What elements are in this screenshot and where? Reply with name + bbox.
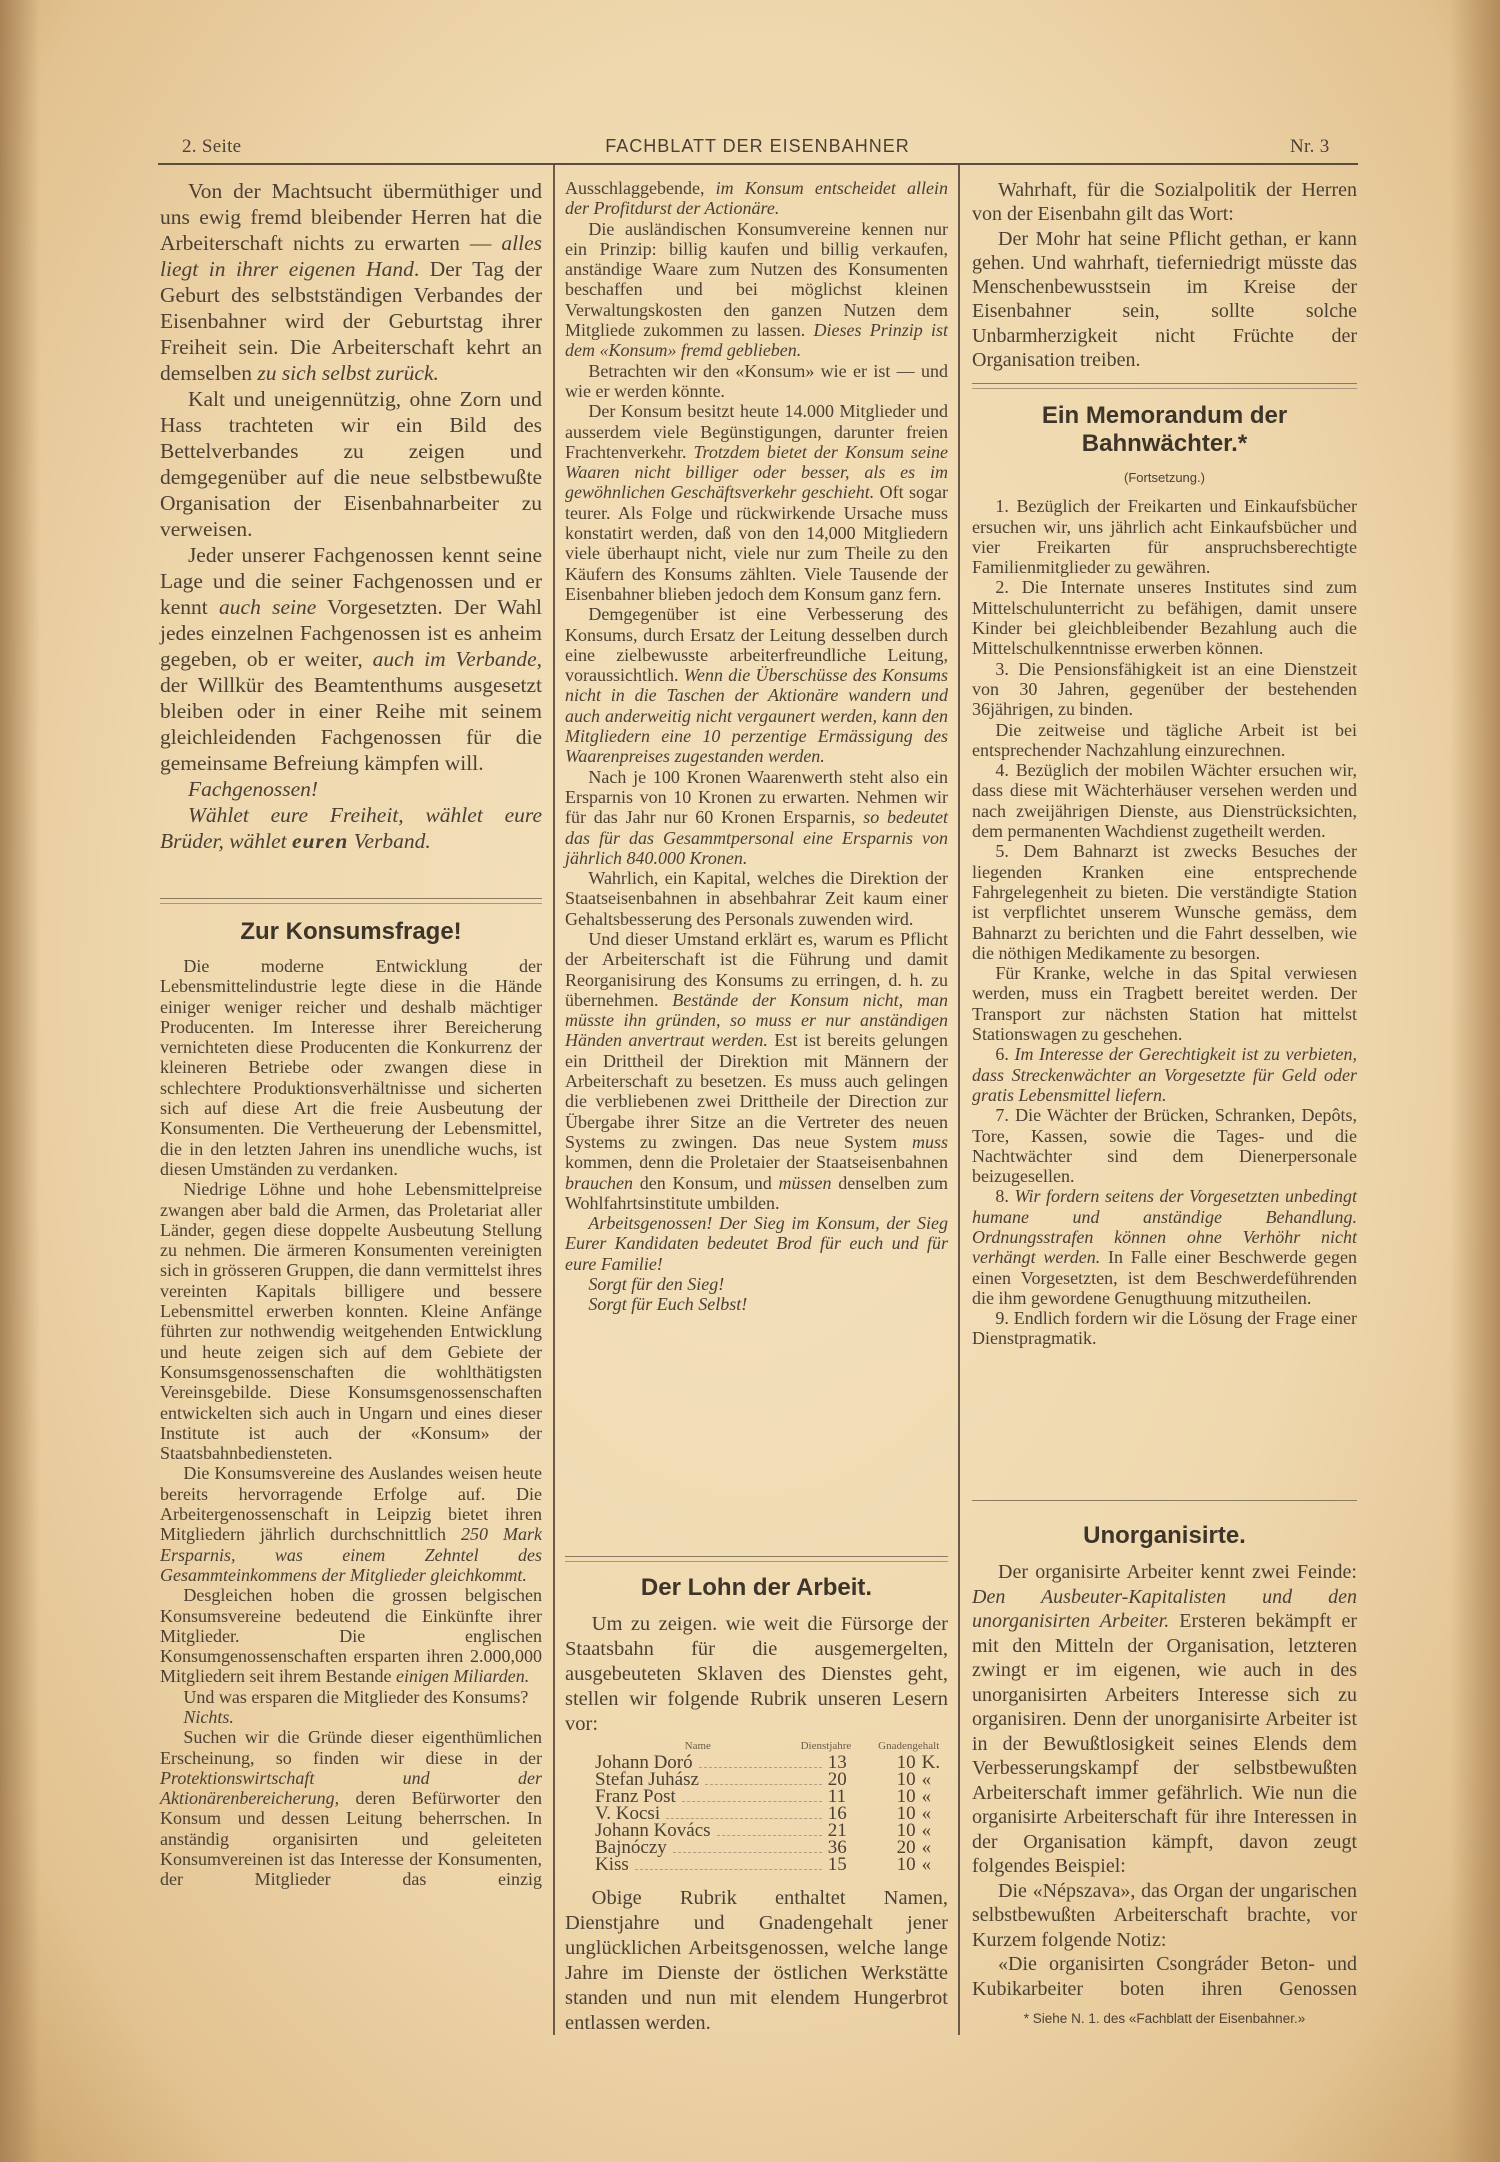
text-run: 5. Dem Bahnarzt ist zwecks Besuches der liegenden Kranken eine entsprechende Fahrgelegenheit zu bieten. Die verständigte Station ist verpflichtet unserem Wunsche gemäss, dem Bahnarzt zu berichten und die Fahrt desselben, wie die nöthigen Medikamente zu besorgen. [972,841,1357,963]
table-row [595,1837,948,1858]
text-run: den Konsum, und [632,1172,779,1193]
article-konsumsfrage [160,918,542,1890]
column-rule [958,165,960,2035]
text-run: Und was ersparen die Mitglieder des Konsums? [183,1686,529,1707]
paragraph [160,1585,542,1686]
emphasis-text: Dieses Prinzip ist dem «Konsum» fremd geblieben. [565,320,948,361]
emphasis-text: 250 Mark Ersparnis, was einem Zehntel des Gesammteinkommens der Mitglieder gleichkommt. [160,1524,542,1585]
footnote: * Siehe N. 1. des «Fachblatt der Eisenbahner.» [1023,2011,1306,2026]
paragraph [565,868,948,929]
column-header: Dienstjahre [800,1740,852,1752]
article-unorganisirte [972,1522,1357,2032]
text-run: 7. Die Wächter der Brücken, Schranken, Depôts, Tore, Kassen, sowie die Tages- und die Nachtwächter sind dem Dienerpersonale beizugesellen. [972,1105,1357,1187]
text-run: Jeder unserer Fachgenossen kennt seine Lage und die seiner Fachgenossen und er kennt [160,543,542,619]
service-years: 20 [827,1769,847,1790]
dotted-leader [666,1818,822,1819]
text-run: Die Konsumsvereine des Auslandes weisen heute bereits hervorragende Erfolge auf. Die Arbeitergenossenschaft in Leipzig bietet ihren Mitgliedern jährlich durchschnittlich [160,1463,542,1545]
paragraph [972,1879,1357,1953]
section-divider [565,1556,948,1562]
text-run: 2. Die Internate unseres Institutes sind zum Mittelschulunterricht zu befähigen, damit unsere Kinder bei gleichbleibender Bezahlung auch die Mittelschulkenntnisse erwerben können. [972,577,1357,659]
text-run: In Falle einer Beschwerde gegen einen Vorgesetzten, ist dem Beschwerdeführenden die ihm gewordene Genugthuung mitzutheilen. [972,1247,1357,1308]
emphasis-text: auch seine [219,595,317,619]
emphasis-text: Sorgt für den Sieg! [588,1274,725,1295]
service-years: 36 [827,1837,847,1858]
paragraph [565,1213,948,1274]
paragraph [160,542,542,776]
paragraph [160,1687,542,1707]
pension-amount: 10 [896,1820,916,1841]
service-years: 16 [827,1803,847,1824]
emphasis-text: Im Interesse der Gerechtigkeit ist zu verbieten, dass Streckenwächter an Vorgesetzte für Geld oder gratis Lebensmittel liefern. [972,1044,1357,1105]
text-run: Von der Machtsucht übermüthiger und uns ewig fremd bleibender Herren hat die Arbeiterschaft nichts zu erwarten — [160,179,542,255]
text-run: Oft sogar teurer. Als Folge und rückwirkende Ursache muss konstatirt werden, daß von den 14,000 Mitgliedern viele überhaupt nicht, viele nur zum Theile zu den Käufern des Konsums zählten. Viele Tausende der Eisenbahner blieben jedoch dem Konsum ganz fern. [565,482,949,604]
paragraph [565,767,948,868]
paragraph [160,1707,542,1727]
paragraph [565,1274,948,1294]
currency-unit: K. [921,1752,941,1773]
emphasis-text: muss [911,1131,948,1152]
paper-edge-left [0,0,40,2162]
paragraph [565,219,948,361]
emphasis-text: auch im Verbande, [372,647,542,671]
text-run: Wahrhaft, für die Sozialpolitik der Herren von der Eisenbahn gilt das Wort: [972,179,1357,226]
emphasis-text: einigen Miliarden. [395,1666,530,1687]
text-run: 6. [995,1044,1015,1065]
worker-name: Kiss [595,1854,629,1875]
dotted-leader [699,1767,822,1768]
text-run: Die «Népszava», das Organ der ungarischen selbstbewußten Arbeiterschaft brachte, vor Kurzem folgende Notiz: [972,1879,1357,1951]
section-divider [160,898,542,904]
paragraph [972,577,1357,658]
currency-unit: « [921,1803,932,1824]
currency-unit: « [921,1820,932,1841]
paragraph [160,178,542,386]
emphasis-text: Arbeitsgenossen! Der Sieg im Konsum, der Sieg Eurer Kandidaten bedeutet Brod für euch und für eure Familie! [565,1213,948,1274]
pension-amount: 10 [896,1803,916,1824]
worker-name: Stefan Juhász [595,1769,699,1790]
column-rule [553,165,555,2035]
dotted-leader [682,1801,822,1802]
emphasis-text: Wir fordern seitens der Vorgesetzten unbedingt humane und anständige Behandlung. Ordnungsstrafen können ohne Verhöhr nicht verhängt werden. [972,1186,1357,1268]
text-run: Und dieser Umstand erklärt es, warum es Pflicht der Arbeiterschaft ist die Führung und damit Reorganisirung des Konsums zu erringen, d. h. zu übernehmen. [565,928,948,1010]
text-run: Für Kranke, welche in das Spital verwiesen werden, muss ein Tragbett bereitet werden. Der Transport zur nächsten Station hat mittelst Stationswagen zu geschehen. [972,963,1357,1045]
currency-unit: « [921,1786,932,1807]
text-run: Die moderne Entwicklung der Lebensmittelindustrie legte diese in die Hände einiger weniger reicher und deshalb mächtiger Producenten. Im Interesse ihrer Bereicherung vernichteten diese Producenten die Konkurrenz der kleineren Betriebe oder zwangen diese in schlechtere Produktionsverhältnisse und sicherten sich auf diese Art die freie Ausbeutung der Konsumenten. Die Vertheuerung der Lebensmittel, die in den letzten Jahren ins unendliche wuchs, ist diesen Umständen zu verdanken. [160,956,542,1179]
header-rule [158,163,1358,165]
text-run: Um zu zeigen. wie weit die Fürsorge der Staatsbahn für die ausgemergelten, ausgebeuteten Sklaven des Dienstes geht, stellen wir folgende Rubrik unseren Lesern vor: [565,1613,948,1735]
text-run: . Der Tag der Geburt des selbstständigen Verbandes der Eisenbahner wird der Geburtstag ihrer Freiheit sein. Die Arbeiterschaft kehrt an demselben [160,257,542,385]
text-run: Ersteren bekämpft er mit den Mitteln der Organisation, letzteren zwingt er im eigenen, wie auch in des unorganisirten Arbeiters Interesse sich zu organisiren. Denn der unorganisirte Arbeiter ist in der Bewußtlosigkeit seines Elends dem Verbesserungskampf der selbstbewußten Arbeiterschaft immer gefährlich. Wie nun die organisirte Arbeiterschaft für ihre Interessen in der Organisation kämpft, davon zeugt folgendes Beispiel: [972,1610,1357,1877]
paragraph [972,963,1357,1044]
service-years: 11 [827,1786,847,1807]
emphasis-text: im Konsum entscheidet allein der Profitdurst der Actionäre. [565,178,948,219]
paragraph [160,776,542,802]
section-divider [972,383,1357,389]
text-run: Nach je 100 Kronen Waarenwerth steht also ein Ersparnis von 10 Kronen zu erwarten. Nehmen wir für das Jahr nur 60 Kronen Ersparnis, [565,766,948,828]
text-run: Die zeitweise und tägliche Arbeit ist bei entsprechender Nachzahlung einzurechnen. [972,719,1357,760]
worker-name: Franz Post [595,1786,676,1807]
paragraph [972,659,1357,720]
paragraph [972,496,1357,577]
column-header: Name [684,1740,711,1752]
text-run: 1. Bezüglich der Freikarten und Einkaufsbücher ersuchen wir, uns jährlich acht Einkaufsbücher und vier Freikarten für anspruchsberechtigte Familienmitglieder zu gewähren. [972,496,1357,578]
emphasis-text: Den Ausbeuter-Kapitalisten und den unorganisirten Arbeiter. [972,1585,1357,1632]
worker-name: Johann Kovács [595,1820,711,1841]
text-run: Kalt und uneigennützig, ohne Zorn und Hass trachteten wir ein Bild des Bettelverbandes zu zeigen und demgegenüber auf die neue selbstbewußte Organisation der Eisenbahnarbeiter zu verweisen. [160,387,542,541]
dotted-leader [635,1869,822,1870]
article-lohn-der-arbeit [565,1574,948,2036]
text-run: 4. Bezüglich der mobilen Wächter ersuchen wir, dass diese mit Wächterhäuser versehen werden und nach zweijährigen Dienste, aus Dienstrücksichten, dem permanenten Wachdienst zugetheilt werden. [972,760,1357,842]
column-header: Gnadengehalt [878,1740,940,1752]
emphasis-text: so bedeutet das für das Gesammtpersonal eine Ersparnis von jährlich 840.000 Kronen. [565,807,948,868]
text-run: 8. [995,1186,1015,1207]
paragraph [972,1105,1357,1186]
dotted-leader [673,1852,822,1853]
paragraph [565,361,948,402]
currency-unit: « [921,1854,932,1875]
paragraph [972,841,1357,963]
paragraph [565,401,948,604]
emphasis-text: euren [291,829,349,853]
paragraph [160,956,542,1179]
text-run: Der Konsum besitzt heute 14.000 Mitglieder und ausserdem viele Begünstigungen, darunter freien Frachtenverkehr. [565,401,948,462]
text-run: Suchen wir die Gründe dieser eigenthümlichen Erscheinung, so finden wir diese in der [160,1727,542,1768]
emphasis-text: zu sich selbst zurück. [257,361,439,385]
emphasis-text: alles liegt in ihrer eigenen Hand [160,231,542,281]
currency-unit: « [921,1837,932,1858]
emphasis-text: brauchen [565,1172,633,1193]
text-run: Betrachten wir den «Konsum» wie er ist — und wie er werden könnte. [565,360,948,401]
section-subtitle: (Fortsetzung.) [1124,470,1205,485]
text-run: Niedrige Löhne und hohe Lebensmittelpreise zwangen aber bald die Armen, das Proletariat aller Länder, gegen diese doppelte Ausbeutung Stellung zu nehmen. Die ärmeren Konsumenten vereinigten sich in grösseren Gruppen, die dann vermittelst ihres vereinten Kapitals billigere und bessere Lebensmittel erwerben konnten. Kleine Anfänge führten zur nothwendig weitgehenden Entwicklung und heute zeigen sich auf dem Gebiete der Konsumsgenossenschaften die wohlthätigsten Vereinsgebilde. Diese Konsumsgenossenschaften entwickelten sich auch in Ungarn und eines dieser Institute ist auch der «Konsum» der Staatsbahnbediensteten. [160,1179,542,1464]
issue-number: Nr. 3 [1290,136,1330,157]
dotted-leader [717,1835,822,1836]
emphasis-text: Fachgenossen! [187,777,319,801]
name-cell [595,1837,828,1858]
name-cell [595,1854,828,1875]
pension-amount: 10 [896,1854,916,1875]
text-run: Ausschlaggebende, [565,178,716,198]
paragraph [972,760,1357,841]
text-run: Die ausländischen Konsumvereine kennen nur ein Prinzip: billig kaufen und billig verkaufen, anständige Waare zum Nutzen des Konsumenten beschaffen und bei möglichst kleinen Verwaltungskosten den ganzen Nutzen dem Mitgliede zukommen zu lassen. [565,218,948,341]
service-years: 15 [827,1854,847,1875]
paragraph [565,1294,948,1314]
paragraph [972,1952,1357,2001]
text-run: 9. Endlich fordern wir die Lösung der Frage einer Dienstpragmatik. [972,1308,1357,1349]
pension-amount: 10 [896,1752,916,1773]
paragraph [160,1179,542,1463]
paragraph [972,1560,1357,1879]
table-header [595,1739,948,1753]
article-intro [160,178,542,854]
text-run: denselben zum Wohlfahrtsinstitute umbilden. [565,1172,948,1213]
text-run: Demgegenüber ist eine Verbesserung des Konsums, durch Ersatz der Leitung desselben durch eine zielbewusste arbeiterfreundliche Leitung, voraussichtlich. [565,604,948,686]
worker-name: Bajnóczy [595,1837,667,1858]
section-heading: Ein Memorandum der Bahnwächter.* [1041,402,1288,457]
article-konsumsfrage-continued [565,178,948,1315]
paragraph [565,1612,948,1737]
text-run: Obige Rubrik enthaltet Namen, Dienstjahre und Gnadengehalt jener unglücklichen Arbeitsgenossen, welche lange Jahre im Dienste der östlichen Werkstätte standen und nun mit elendem Hungerbrot entlassen werden. [565,1887,948,2034]
section-divider [972,1500,1357,1505]
paragraph [972,1308,1357,1349]
text-run: Est ist bereits gelungen ein Drittheil der Direktion mit Männern der Arbeiterschaft zu besetzen. Es muss auch gelingen die verbliebenen zwei Drittheile der Direction zur Übergabe ihrer Sitze an die Vertreter des neuen Systems zu zwingen. Das neue System [565,1030,948,1152]
newspaper-title: FACHBLATT DER EISENBAHNER [605,136,910,156]
text-run: 3. Die Pensionsfähigkeit ist an eine Dienstzeit von 30 Jahren, gegenüber der bestehenden 36jährigen, zu binden. [972,658,1357,720]
paragraph [160,1463,542,1585]
paragraph [972,720,1357,761]
text-run: Der Mohr hat seine Pflicht gethan, er kann gehen. Und wahrhaft, tieferniedrigt müsste das Menschenbewusstsein im Kreise der Eisenbahner sein, sollte solche Unbarmherzigkeit nicht Früchte der Organisation treiben. [972,227,1357,372]
paragraph [565,1886,948,2036]
paragraph [565,604,948,766]
text-run: «Die organisirten Csongráder Beton- und Kubikarbeiter boten ihren Genossen [972,1953,1357,2000]
emphasis-text: Wenn die Überschüsse des Konsums nicht in die Taschen der Aktionäre wandern und auch anderweitig nicht vergaunert werden, kann den Mitgliedern eine 10 perzentige Ermässigung des Waarenpreises zugestanden werden. [565,665,948,767]
paragraph [972,1186,1357,1308]
service-years: 13 [827,1752,847,1773]
pension-amount: 10 [896,1769,916,1790]
text-run: Vorgesetzten. Der Wahl jedes einzelnen Fachgenossen ist es anheim gegeben, ob er weiter, [160,595,542,671]
section-heading: Unorganisirte. [1083,1522,1246,1549]
emphasis-text: Nichts. [183,1706,234,1727]
section-heading: Zur Konsumsfrage! [240,918,462,945]
emphasis-text: Wählet eure Freiheit, wählet eure Brüder, wählet [160,803,542,853]
text-run: Desgleichen hoben die grossen belgischen Konsumsvereine bedeutend die Einkünfte ihrer Mitglieder. Die englischen Konsumgenossenschaften ersparten ihren 2.000,000 Mitgliedern seit ihrem Bestande [160,1585,542,1687]
paragraph [972,178,1357,227]
pension-amount: 20 [896,1837,916,1858]
paragraph [972,227,1357,373]
text-run: der Willkür des Beamtenthums ausgesetzt bleiben oder in einer Reihe mit seinem gleichleidenden Fachgenossen für die gemeinsame Befreiung kämpfen will. [160,673,542,775]
paragraph [160,1727,542,1889]
paper-edge-right [1450,0,1500,2162]
page-number: 2. Seite [182,136,242,157]
paragraph [565,929,948,1213]
article-sozialpolitik [972,178,1357,372]
pension-table [595,1739,948,1874]
text-run: deren Befürworter den Konsum und dessen Leitung beherrschen. In anständig organisirten und geleiteten Konsumvereinen ist das Interesse der Konsumenten, der Mitglieder das einzig [160,1788,542,1890]
emphasis-text: müssen [778,1172,832,1193]
text-run: kommen, denn die Proletaier der Staatseisenbahnen [565,1152,948,1173]
pension-amount: 10 [896,1786,916,1807]
emphasis-text: Verband. [348,829,431,853]
table-row [595,1854,948,1875]
text-run: Wahrlich, ein Kapital, welches die Direktion der Staatseisenbahnen in absehbahrar Zeit kaum einer Gehaltsbesserung des Personals zuwenden wird. [565,868,948,929]
service-years: 21 [827,1820,847,1841]
emphasis-text: Trotzdem bietet der Konsum seine Waaren nicht billiger oder besser, als es im gewöhnlichen Geschäftsverkehr geschieht. [565,441,948,503]
worker-name: Johann Doró [595,1752,693,1773]
dotted-leader [705,1784,822,1785]
article-memorandum [972,402,1357,1349]
paragraph [565,178,948,219]
paragraph [160,802,542,854]
emphasis-text: Sorgt für Euch Selbst! [588,1294,748,1315]
emphasis-text: Bestände der Konsum nicht, man müsste ihn gründen, so muss er nur anständigen Händen anvertraut werden. [565,989,948,1051]
worker-name: V. Kocsi [595,1803,661,1824]
section-heading: Der Lohn der Arbeit. [640,1574,873,1601]
text-run: Der organisirte Arbeiter kennt zwei Feinde: [998,1561,1357,1583]
emphasis-text: Protektionswirtschaft und der Aktionärenbereicherung, [160,1767,542,1809]
currency-unit: « [921,1769,932,1790]
paragraph [160,386,542,542]
paragraph [972,1044,1357,1105]
